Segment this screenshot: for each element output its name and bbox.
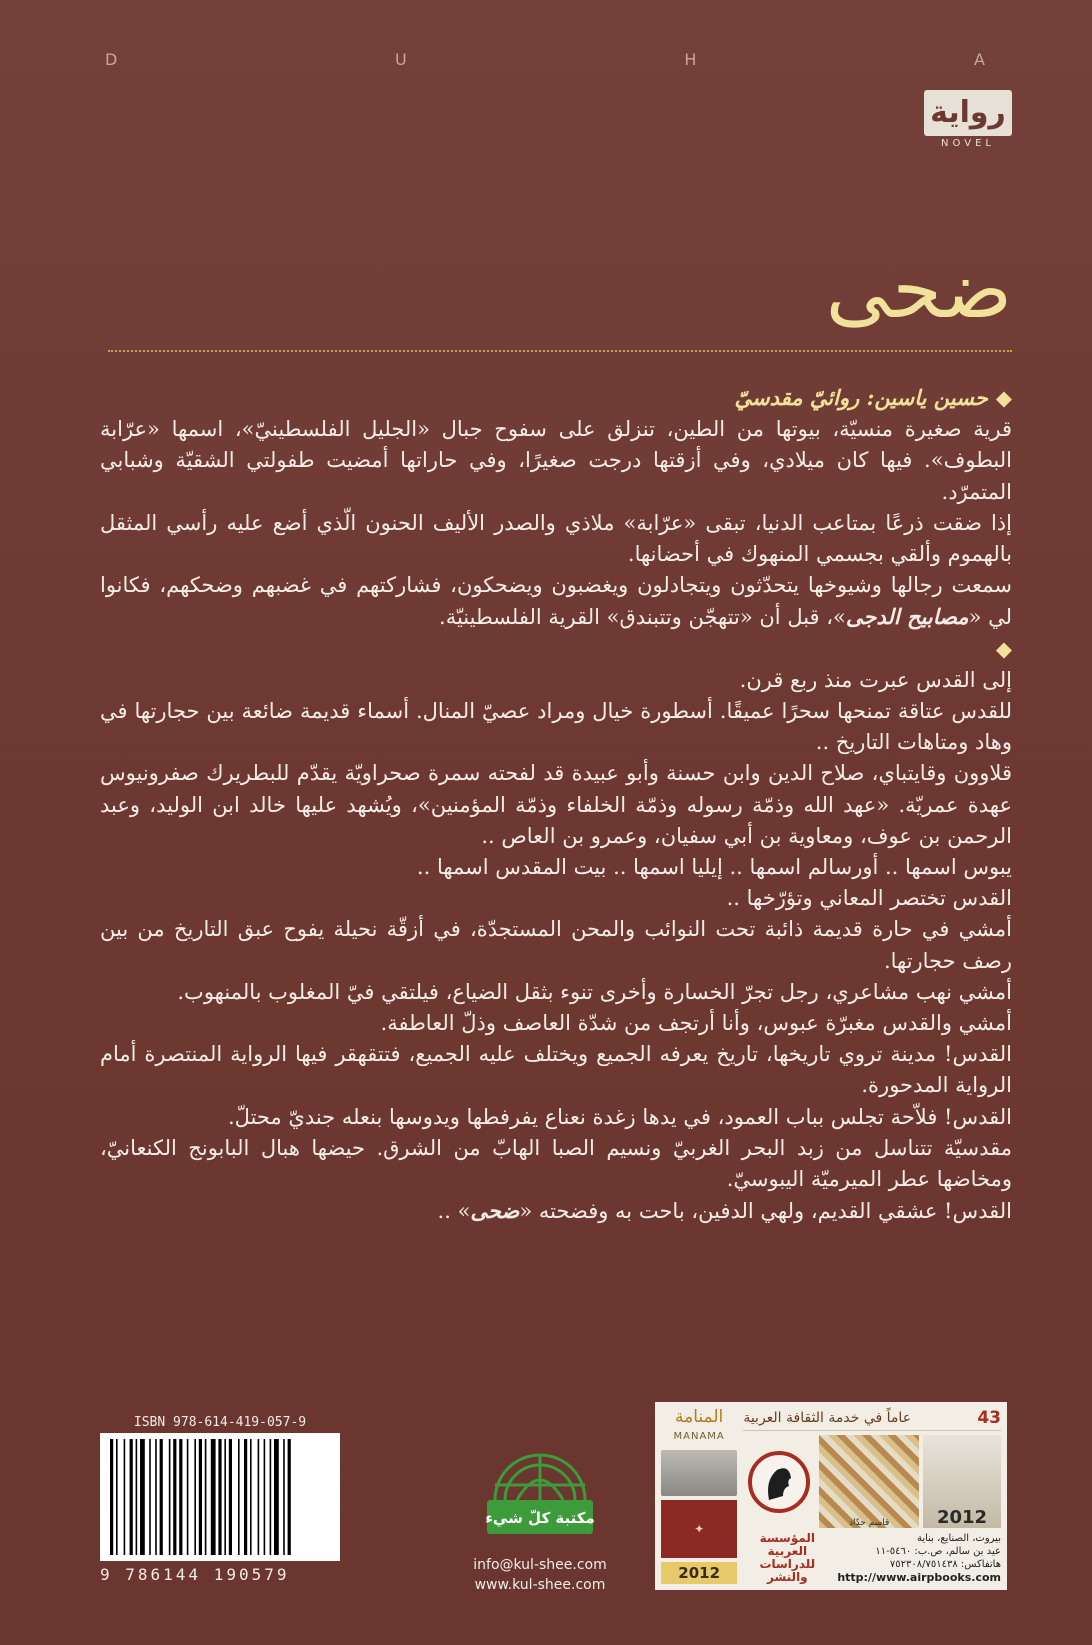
stamp-right-column bbox=[743, 1408, 1001, 1584]
mosaic-artwork bbox=[819, 1435, 919, 1528]
author-heading-text: حسين ياسين: روائيّ مقدسيّ bbox=[734, 385, 988, 410]
paragraph: مقدسيّة تتناسل من زبد البحر الغربيّ ونسيم الصبا الهابّ من الشرق. حيضها هبال البابونج الكنعانيّ، ومخاضها عطر الميرميّة اليبوسيّ. bbox=[100, 1135, 1012, 1192]
banner-text: عاماً في خدمة الثقافة العربية bbox=[743, 1410, 912, 1426]
pearl-image bbox=[661, 1450, 737, 1496]
profile-emblem-svg bbox=[747, 1450, 811, 1514]
paragraph: سمعت رجالها وشيوخها يتحدّثون ويتجادلون ويغضبون ويضحكون، فشاركتهم في غضبهم وضحكهم، فكانوا لي «مصابيح الدجى»، قبل أن «تتهجّن وتتبندق» القرية الفلسطينيّة. bbox=[100, 573, 1012, 630]
paragraph: قلاوون وقايتباي، صلاح الدين وابن حسنة وأبو عبيدة قد لفحته سمرة صحراويّة يقدّم للبطريرك صفرونيوس عهدة عمريّة. «عهد الله وذمّة رسوله وذمّة الخلفاء وذمّة المؤمنين»، ويُشهد عليها خالد ابن الوليد، وعبد الرحمن بن عوف، ومعاوية بن أبي سفيان، وعمرو بن العاص .. bbox=[100, 761, 1012, 848]
paragraph: أمشي نهب مشاعري، رجل تجرّ الخسارة وأخرى تنوء بثقل الضياع، فيلتقي فيّ المغلوب بالمنهوب. bbox=[177, 979, 1012, 1004]
calligraphy-emblem-icon: ✦ bbox=[661, 1500, 737, 1558]
isbn-label: ISBN 978-614-419-057-9 bbox=[133, 1415, 307, 1430]
stamp-url[interactable]: http://www.airpbooks.com bbox=[837, 1571, 1001, 1584]
top-letter: H bbox=[684, 50, 699, 69]
series-logo bbox=[924, 90, 1012, 149]
person-name: قاسم حدّاد bbox=[849, 1518, 890, 1528]
paragraph: أمشي والقدس مغبرّة عبوس، وأنا أرتجف من شدّة العاصف وذلّ العاطفة. bbox=[380, 1011, 1012, 1036]
paragraph: إذا ضقت ذرعًا بمتاعب الدنيا، تبقى «عرّابة» ملاذي والصدر الأليف الحنون الّذي أضع عليه رأسي المثقل بالهموم وألقي بجسمي المنهوك في أحضانها. bbox=[100, 510, 1012, 567]
publisher-website[interactable]: www.kul-shee.com bbox=[474, 1577, 606, 1593]
top-letter: U bbox=[394, 50, 409, 69]
stamp-year: 2012 bbox=[661, 1562, 737, 1584]
barcode-bars bbox=[108, 1439, 332, 1555]
series-logo-arabic: رواية bbox=[924, 90, 1012, 136]
dotted-divider bbox=[108, 350, 1012, 352]
paragraph: إلى القدس عبرت منذ ربع قرن. bbox=[739, 667, 1012, 692]
publisher-stamp bbox=[655, 1402, 1007, 1590]
paragraph: القدس! مدينة تروي تاريخها، تاريخ يعرفه الجميع ويختلف عليه الجميع، فتتقهقر فيها الرواية المنتصرة أمام الرواية المدحورة. bbox=[100, 1042, 1012, 1098]
barcode-block bbox=[100, 1415, 340, 1584]
emphasized-title: ضحى bbox=[470, 1198, 520, 1224]
paragraph: القدس! عشقي القديم، ولهي الدفين، باحت به وفضحته «ضحى» .. bbox=[437, 1198, 1012, 1224]
book-title: ضحى bbox=[825, 243, 1012, 336]
top-letters bbox=[105, 50, 987, 69]
publisher-logo bbox=[465, 1440, 615, 1548]
barcode bbox=[100, 1433, 340, 1561]
series-logo-latin: NOVEL bbox=[941, 138, 995, 149]
portrait-year: 2012 bbox=[936, 1507, 988, 1528]
paragraph: للقدس عتاقة تمنحها سحرًا عميقًا. أسطورة خيال ومراد عصيّ المنال. أسماء قديمة ضائعة بين حجارتها في وهاد ومتاهات التاريخ .. bbox=[100, 699, 1012, 755]
diamond-bullet-icon: ◆ bbox=[995, 636, 1012, 661]
top-letter: A bbox=[974, 50, 987, 69]
publisher-contact bbox=[430, 1555, 650, 1595]
stamp-middle bbox=[743, 1435, 1001, 1528]
paragraph: يبوس اسمها .. أورسالم اسمها .. إيليا اسمها .. بيت المقدس اسمها .. bbox=[416, 855, 1012, 880]
isbn-digits: 9 786144 190579 bbox=[100, 1565, 290, 1584]
profile-emblem-icon bbox=[743, 1435, 815, 1528]
portrait-photo bbox=[923, 1435, 1001, 1528]
manama-label: المنامة MANAMA bbox=[673, 1407, 725, 1442]
top-letter: D bbox=[105, 50, 120, 69]
emphasized-title: مصابيح الدجى bbox=[845, 604, 969, 630]
stamp-address: بيروت، الصنايع، بناية عيد بن سالم، ص.ب: ٥٤٦٠-١١ هاتفاكس: ٧٥٢٣٠٨/٧٥١٤٣٨ http://www.airpbooks.com bbox=[837, 1533, 1001, 1584]
section-separator bbox=[100, 634, 1012, 665]
publisher-email[interactable]: info@kul-shee.com bbox=[473, 1557, 607, 1573]
author-heading bbox=[100, 382, 1012, 414]
banner-number: 43 bbox=[977, 1408, 1001, 1428]
institution-name: المؤسسة العربية للدراسات والنشر bbox=[759, 1531, 816, 1584]
paragraph: أمشي في حارة قديمة ذائبة تحت النوائب والمحن المستجدّة، في أزقّة نحيلة يفوح عبق التاريخ من بين رصف حجارتها. bbox=[100, 917, 1012, 973]
stamp-bottom bbox=[743, 1532, 1001, 1584]
diamond-bullet-icon: ◆ bbox=[995, 386, 1012, 410]
stamp-banner bbox=[743, 1408, 1001, 1431]
publisher-name: مكتبة كلّ شيء bbox=[485, 1509, 595, 1527]
stamp-left-column bbox=[661, 1408, 737, 1584]
paragraph: القدس تختصر المعاني وتؤرّخها .. bbox=[726, 886, 1012, 911]
back-cover-text bbox=[100, 382, 1012, 1227]
paragraph: القدس! فلاّحة تجلس بباب العمود، في يدها زغدة نعناع يفرفطها ويدوسها بنعله جنديّ محتلّ. bbox=[227, 1104, 1012, 1129]
paragraph: قرية صغيرة منسيّة، بيوتها من الطين، تنزلق على سفوح جبال «الجليل الفلسطينيّ»، اسمها «عرّابة البطوف». فيها كان ميلادي، وفي أزقتها درجت صغيرًا، وفي حاراتها أمضيت طفولتي الشقيّة وشبابي المتمرّد. bbox=[100, 417, 1012, 504]
